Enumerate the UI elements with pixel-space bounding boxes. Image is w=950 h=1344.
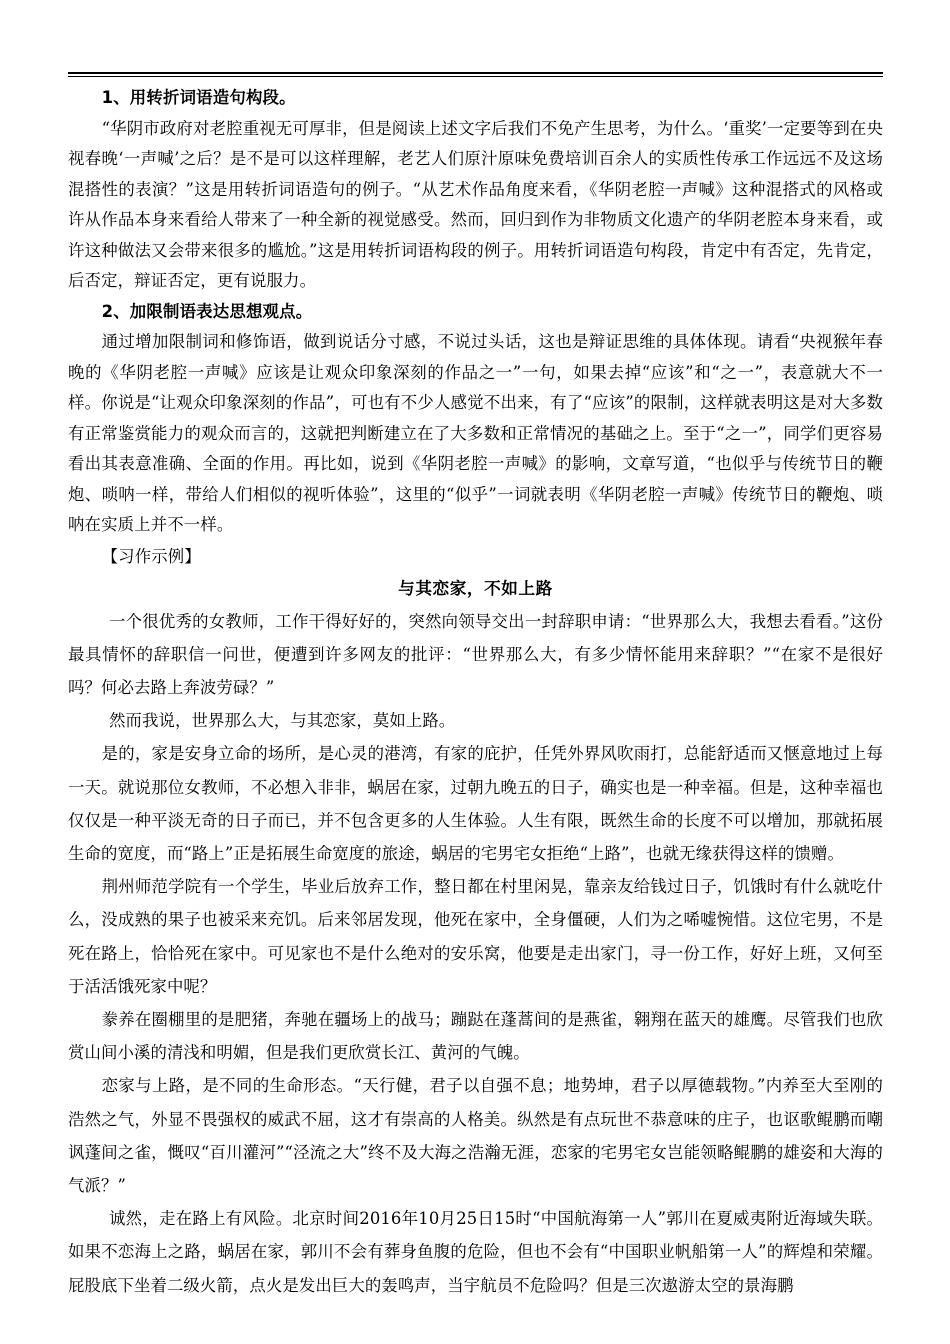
- essay-paragraph: 诚然，走在路上有风险。北京时间2016年10月25日15时“中国航海第一人”郭川在夏威夷附近海域失联。如果不恋海上之路，蜗居在家，郭川不会有葬身鱼腹的危险，但也不会有“中国职业帆船第一人”的辉煌和荣耀。屁股底下坐着二级火箭，点火是发出巨大的轰鸣声，当宇航员不危险吗？但是三次遨游太空的景海鹏: [68, 1209, 883, 1295]
- section-1-paragraph: “华阴市政府对老腔重视无可厚非，但是阅读上述文字后我们不免产生思考，为什么。‘重奖’一定要等到在央视春晚‘一声喊’之后？是不是可以这样理解，老艺人们原汁原味免费培训百余人的实质性传承工作远远不及这场混搭性的表演？”这是用转折词语造句的例子。“从艺术作品角度来看，《华阴老腔一声喊》这种混搭式的风格或许从作品本身来看给人带来了一种全新的视觉感受。然而，回归到作为非物质文化遗产的华阴老腔本身来看，或许这种做法又会带来很多的尴尬。”这是用转折词语构段的例子。用转折词语造句构段，肯定中有否定，先肯定，后否定，辩证否定，更有说服力。: [68, 118, 883, 290]
- top-double-rule: [68, 72, 883, 77]
- essay-paragraph: 然而我说，世界那么大，与其恋家，莫如上路。: [109, 711, 456, 731]
- essay-paragraph: 豢养在圈棚里的是肥猪，奔驰在疆场上的战马；蹦跶在蓬蒿间的是燕雀，翱翔在蓝天的雄鹰。尽管我们也欣赏山间小溪的清浅和明媚，但是我们更欣赏长江、黄河的气魄。: [68, 1009, 883, 1063]
- section-2-paragraph: 通过增加限制词和修饰语，做到说话分寸感，不说过头话，这也是辩证思维的具体体现。请看“央视猴年春晚的《华阴老腔一声喊》应该是让观众印象深刻的作品之一”一句，如果去掉“应该”和“之一”，表意就大不一样。你说是“让观众印象深刻的作品”，可也有不少人感觉不出来，有了“应该”的限制，这样就表明这是对大多数有正常鉴赏能力的观众而言的，这就把判断建立在了大多数和正常情况的基础之上。至于“之一”，同学们更容易看出其表意准确、全面的作用。再比如，说到《华阴老腔一声喊》的影响，文章写道，“也似乎与传统节日的鞭炮、唢呐一样，带给人们相似的视听体验”，这里的“似乎”一词就表明《华阴老腔一声喊》传统节日的鞭炮、唢呐在实质上并不一样。: [68, 332, 883, 534]
- page-content: [68, 72, 883, 1302]
- essay-paragraph: 荆州师范学院有一个学生，毕业后放弃工作，整日都在村里闲晃，靠亲友给钱过日子，饥饿时有什么就吃什么，没成熟的果子也被采来充饥。后来邻居发现，他死在家中，全身僵硬，人们为之唏嘘惋惜。这位宅男，不是死在路上，恰恰死在家中。可见家也不是什么绝对的安乐窝，他要是走出家门，寻一份工作，好好上班，又何至于活活饿死家中呢？: [68, 877, 883, 996]
- section-heading-1: 1、用转折词语造句构段。: [101, 88, 296, 107]
- section-heading-2: 2、加限制语表达思想观点。: [101, 301, 313, 321]
- exercise-example-label: 【习作示例】: [101, 546, 201, 566]
- essay-paragraph: 一个很优秀的女教师，工作干得好好的，突然向领导交出一封辞职申请：“世界那么大，我想去看看。”这份最具情怀的辞职信一问世，便遭到许多网友的批评：“世界那么大，有多少情怀能用来辞职？”“在家不是很好吗？何必去路上奔波劳碌？”: [68, 611, 883, 697]
- essay-title: 与其恋家，不如上路: [398, 578, 553, 598]
- essay-paragraph: 是的，家是安身立命的场所，是心灵的港湾，有家的庇护，任凭外界风吹雨打，总能舒适而又惬意地过上每一天。就说那位女教师，不必想入非非，蜗居在家，过朝九晚五的日子，确实也是一种幸福。但是，这种幸福也仅仅是一种平淡无奇的日子而已，并不包含更多的人生体验。人生有限，既然生命的长度不可以增加，那就拓展生命的宽度，而“路上”正是拓展生命宽度的旅途，蜗居的宅男宅女拒绝“上路”，也就无缘获得这样的馈赠。: [68, 744, 883, 863]
- essay-paragraph: 恋家与上路，是不同的生命形态。“天行健，君子以自强不息；地势坤，君子以厚德载物。”内养至大至刚的浩然之气，外显不畏强权的威武不屈，这才有崇高的人格美。纵然是有点玩世不恭意味的庄子，也讴歌鲲鹏而嘲讽蓬间之雀，慨叹“百川灌河”“泾流之大”终不及大海之浩瀚无涯，恋家的宅男宅女岂能领略鲲鹏的雄姿和大海的气派？”: [68, 1076, 883, 1195]
